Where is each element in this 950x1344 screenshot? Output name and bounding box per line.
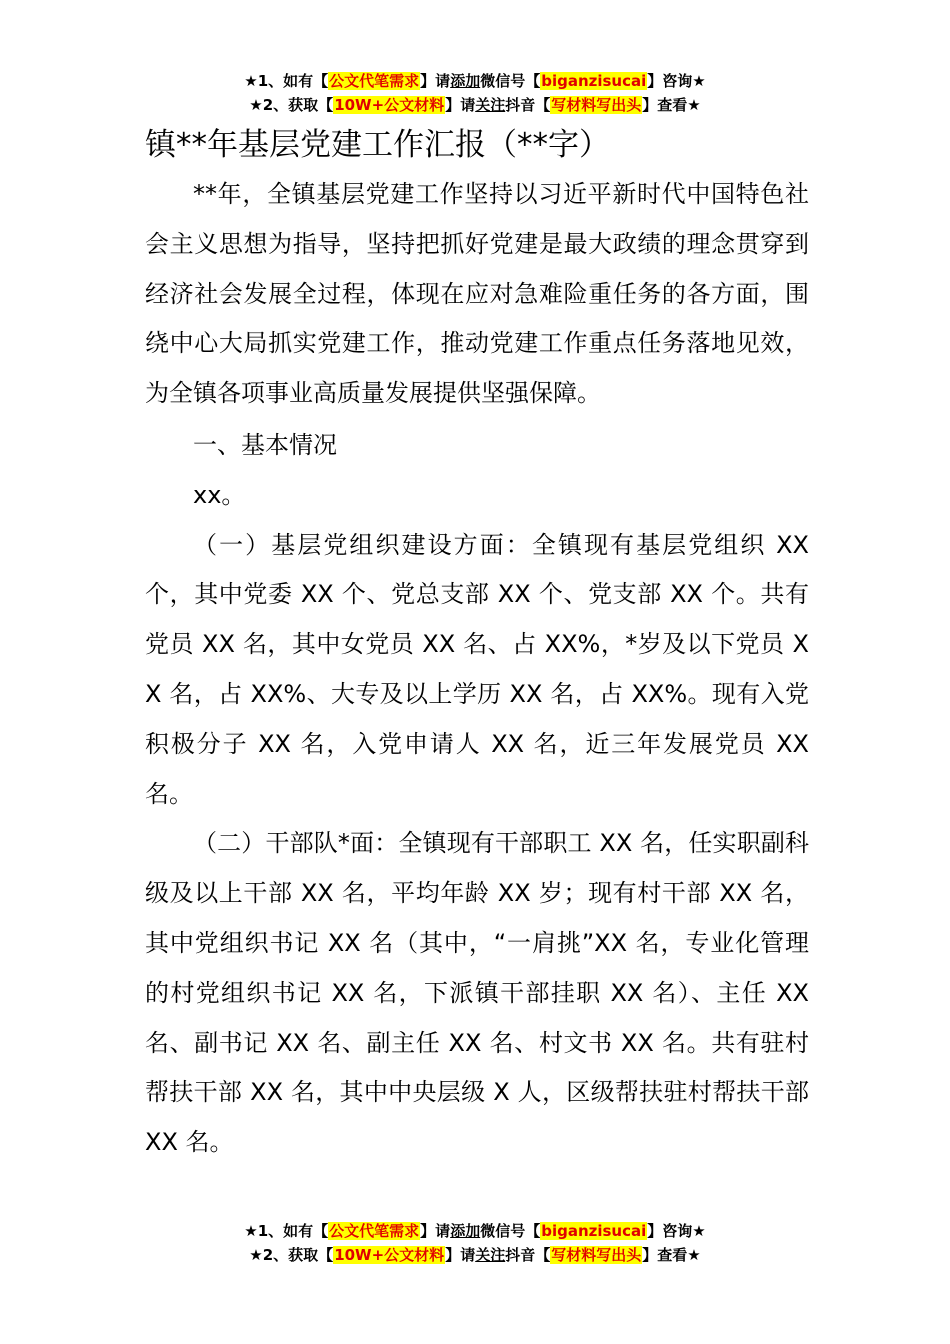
wechat-id-highlight: biganzisucai (541, 1222, 647, 1240)
promo-line-1: ★1、如有【公文代笔需求】请添加微信号【biganzisucai】咨询★ (244, 1222, 706, 1240)
footer-promo-banner (0, 1219, 950, 1267)
promo-highlight: 10W+公文材料 (334, 1246, 445, 1264)
douyin-id-highlight: 写材料写出头 (551, 1246, 642, 1264)
promo-line-1: ★1、如有【公文代笔需求】请添加微信号【biganzisucai】咨询★ (244, 72, 706, 90)
section-heading-basic: 一、基本情况 (193, 430, 337, 459)
promo-highlight: 10W+公文材料 (334, 96, 445, 114)
document-title: 镇**年基层党建工作汇报（**字） (145, 127, 610, 163)
wechat-id-highlight: biganzisucai (541, 72, 647, 90)
promo-line-2: ★2、获取【10W+公文材料】请关注抖音【写材料写出头】查看★ (249, 96, 701, 114)
promo-highlight: 公文代笔需求 (329, 1222, 420, 1240)
douyin-id-highlight: 写材料写出头 (551, 96, 642, 114)
document-body (145, 170, 809, 1168)
promo-highlight: 公文代笔需求 (329, 72, 420, 90)
body-paragraph-cadres: （二）干部队*面：全镇现有干部职工 XX 名，任实职副科级及以上干部 XX 名，平均年龄 XX 岁；现有村干部 XX 名，其中党组织书记 XX 名（其中，“一肩挑”XX 名，专业化管理的村党组织书记 XX 名，下派镇干部挂职 XX 名）、主任 XX 名、副书记 XX 名、副主任 XX 名、村文书 XX 名。共有驻村帮扶干部 XX 名，其中中央层级 X 人，区级帮扶驻村帮扶干部 XX 名。 (145, 829, 809, 1157)
header-promo-banner (0, 69, 950, 117)
promo-line-2: ★2、获取【10W+公文材料】请关注抖音【写材料写出头】查看★ (249, 1246, 701, 1264)
body-paragraph-xx: xx。 (193, 480, 246, 509)
body-paragraph-party-org: （一）基层党组织建设方面：全镇现有基层党组织 XX 个，其中党委 XX 个、党总支部 XX 个、党支部 XX 个。共有党员 XX 名，其中女党员 XX 名、占 XX%，*岁及以下党员 XX 名，占 XX%、大专及以上学历 XX 名，占 XX%。现有入党积极分子 XX 名，入党申请人 XX 名，近三年发展党员 XX 名。 (145, 530, 809, 808)
body-paragraph-intro: **年，全镇基层党建工作坚持以习近平新时代中国特色社会主义思想为指导，坚持把抓好党建是最大政绩的理念贯穿到经济社会发展全过程，体现在应对急难险重任务的各方面，围绕中心大局抓实党建工作，推动党建工作重点任务落地见效，为全镇各项事业高质量发展提供坚强保障。 (145, 180, 809, 408)
